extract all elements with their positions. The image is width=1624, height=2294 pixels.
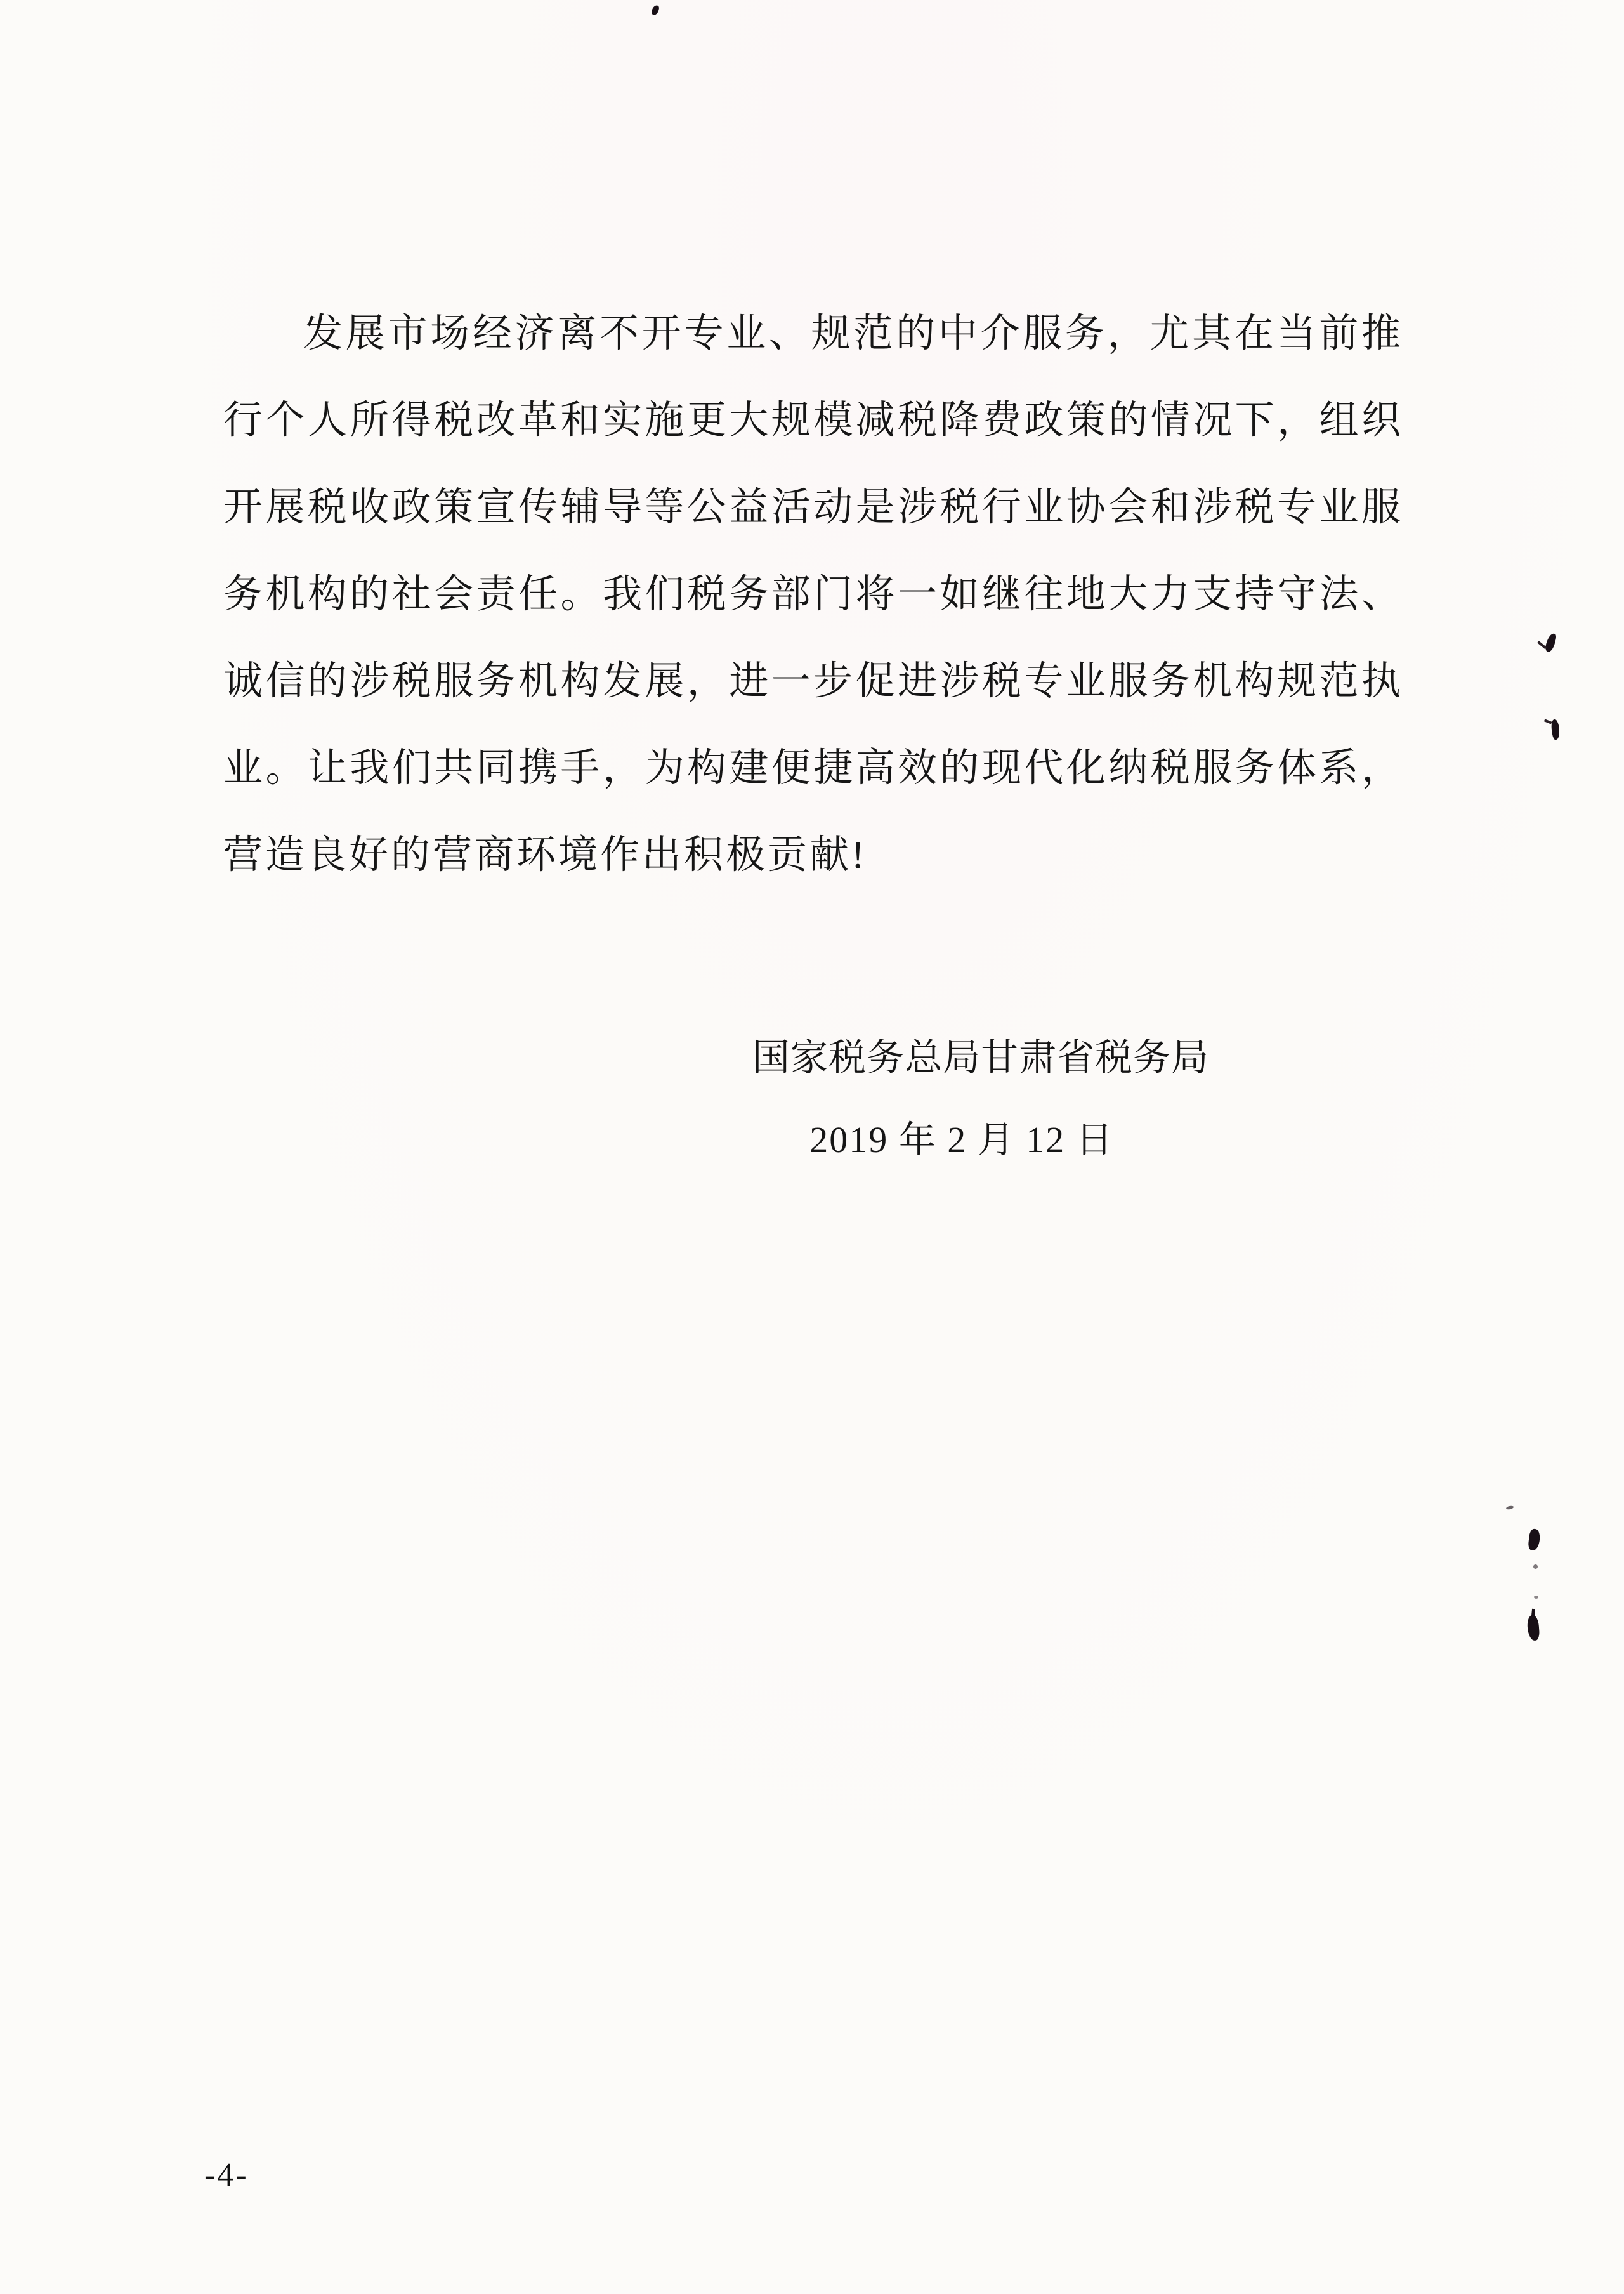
issuing-authority-signature: 国家税务总局甘肃省税务局 [752,1037,1210,1078]
ink-dot-1 [1533,1564,1538,1569]
page-number: -4- [204,2157,249,2193]
paragraph-line-7: 营造良好的营商环境作出积极贡献! [223,834,867,877]
ink-blot-2 [1527,1615,1540,1641]
issue-date: 2019 年 2 月 12 日 [809,1119,1114,1160]
ink-blot-1 [1528,1528,1540,1551]
paragraph-line-5: 诚信的涉税服务机构发展，进一步促进涉税专业服务机构规范执 [223,660,1403,703]
ink-speck-top [651,4,660,16]
paragraph-line-4: 务机构的社会责任。我们税务部门将一如继往地大力支持守法、 [223,573,1403,616]
ink-dash-faint [1506,1505,1514,1510]
ink-mark-right-1 [1545,632,1557,653]
ink-dot-2 [1534,1596,1538,1599]
body-paragraph [223,291,1403,899]
ink-mark-right-2 [1550,719,1561,740]
paragraph-line-2: 行个人所得税改革和实施更大规模减税降费政策的情况下，组织 [223,399,1403,442]
paragraph-line-6: 业。让我们共同携手，为构建便捷高效的现代化纳税服务体系， [223,747,1403,790]
paragraph-line-1: 发展市场经济离不开专业、规范的中介服务，尤其在当前推 [303,312,1403,355]
paragraph-line-3: 开展税收政策宣传辅导等公益活动是涉税行业协会和涉税专业服 [223,486,1403,529]
